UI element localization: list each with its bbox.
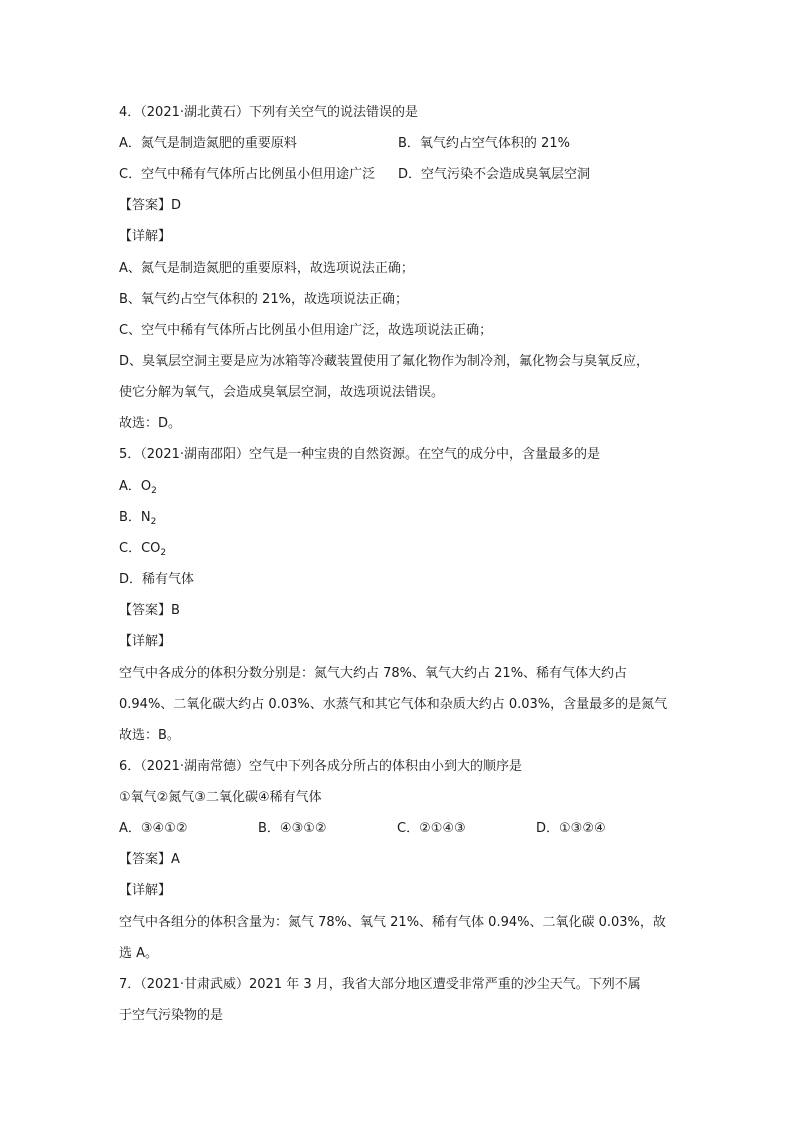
q4-explain-line: 使它分解为氧气，会造成臭氧层空洞，故选项说法错误。 — [119, 385, 445, 400]
q7-stem-line: 于空气污染物的是 — [119, 1008, 224, 1023]
q5-option-b-subscript: 2 — [150, 517, 157, 527]
q5-explain-title: 【详解】 — [119, 634, 172, 649]
q5-stem: 5．（2021·湖南邵阳）空气是一种宝贵的自然资源。在空气的成分中，含量最多的是 — [119, 447, 600, 462]
q6-items: ①氧气②氮气③二氧化碳④稀有气体 — [119, 790, 322, 805]
q5-option-b-text: B．N — [119, 510, 151, 525]
q5-explain-line: 空气中各成分的体积分数分别是：氮气大约占 78%、氧气大约占 21%、稀有气体大约占 — [119, 666, 628, 681]
q4-explain-line: A、氮气是制造氮肥的重要原料，故选项说法正确； — [119, 261, 414, 276]
q6-option-b: B．④③①② — [258, 821, 327, 836]
q4-explain-line: C、空气中稀有气体所占比例虽小但用途广泛，故选项说法正确； — [119, 323, 493, 338]
q4-stem: 4．（2021·湖北黄石）下列有关空气的说法错误的是 — [119, 105, 418, 120]
q7-stem-line: 7．（2021·甘肃武威）2021 年 3 月，我省大部分地区遭受非常严重的沙尘天气。下列不属 — [119, 977, 641, 992]
q5-explain-line: 故选：B。 — [119, 728, 180, 743]
q5-option-a-text: A．O — [119, 479, 152, 494]
q4-explain-line: B、氧气约占空气体积的 21%，故选项说法正确； — [119, 292, 408, 307]
q4-explain-title: 【详解】 — [119, 229, 172, 244]
q4-option-a: A．氮气是制造氮肥的重要原料 — [119, 136, 297, 151]
q5-option-b — [119, 509, 156, 527]
q5-option-c — [119, 540, 166, 558]
q6-option-a: A．③④①② — [119, 821, 188, 836]
q6-explain-title: 【详解】 — [119, 883, 172, 898]
q5-option-c-subscript: 2 — [160, 548, 167, 558]
q6-explain-line: 空气中各组分的体积含量为：氮气 78%、氧气 21%、稀有气体 0.94%、二氧化碳 0.03%，故 — [119, 915, 666, 930]
q5-explain-line: 0.94%、二氧化碳大约占 0.03%、水蒸气和其它气体和杂质大约占 0.03%，含量最多的是氮气 — [119, 697, 668, 712]
q4-answer: 【答案】D — [119, 198, 182, 213]
q4-explain-line: 故选：D。 — [119, 416, 182, 431]
q5-option-c-text: C．CO — [119, 541, 161, 556]
q6-explain-line: 选 A。 — [119, 946, 159, 961]
q6-answer: 【答案】A — [119, 852, 180, 867]
q4-option-c: C．空气中稀有气体所占比例虽小但用途广泛 — [119, 167, 376, 182]
q5-option-d: D．稀有气体 — [119, 572, 195, 587]
q6-stem: 6．（2021·湖南常德）空气中下列各成分所占的体积由小到大的顺序是 — [119, 759, 522, 774]
q4-option-b: B．氧气约占空气体积的 21% — [398, 136, 570, 151]
q6-option-c: C．②①④③ — [397, 821, 466, 836]
q5-option-a-subscript: 2 — [151, 486, 157, 496]
q5-option-a — [119, 478, 157, 496]
q6-option-d: D．①③②④ — [536, 821, 606, 836]
q5-answer: 【答案】B — [119, 603, 180, 618]
q4-explain-line: D、臭氧层空洞主要是应为冰箱等冷藏装置使用了氟化物作为制冷剂，氟化物会与臭氧反应， — [119, 354, 650, 369]
q4-option-d: D．空气污染不会造成臭氧层空洞 — [398, 167, 591, 182]
